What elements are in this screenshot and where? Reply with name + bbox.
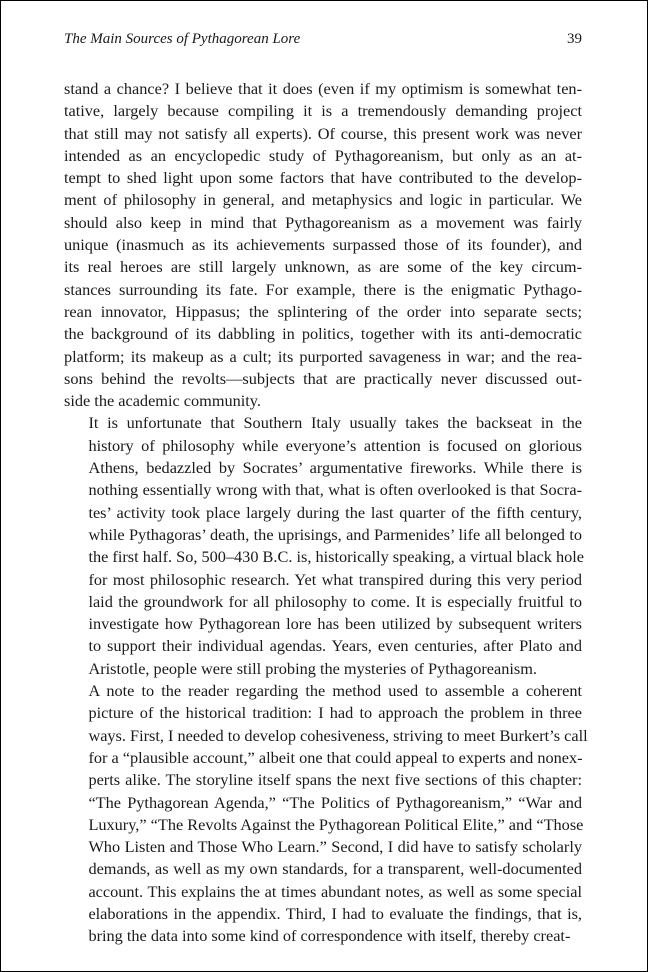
text-line: It is unfortunate that Southern Italy usually takes the backseat in the [88, 413, 582, 433]
text-line: while Pythagoras’ death, the uprisings, and Parmenides’ life all belonged to [88, 524, 582, 544]
text-line: stand a chance? I believe that it does (even if my optimism is somewhat ten- [64, 79, 582, 98]
text-line: Who Listen and Those Who Learn.” Second, I did have to satisfy scholarly [88, 837, 582, 857]
text-line: ment of philosophy in general, and metaphysics and logic in particular. We [64, 190, 582, 210]
text-line: “The Pythagorean Agenda,” “The Politics of Pythagoreanism,” “War and [88, 792, 582, 812]
text-line: should also keep in mind that Pythagoreanism as a movement was fairly [64, 212, 582, 232]
text-line: bring the data into some kind of correspondence with itself, thereby creat- [88, 926, 571, 946]
text-line: the first half. So, 500–430 B.C. is, historically speaking, a virtual black hole [88, 547, 585, 567]
text-line: the background of its dabbling in politics, together with its anti-democratic [64, 324, 582, 344]
text-line: to support their individual agendas. Years, even centuries, after Plato and [88, 636, 582, 656]
text-line: stances surrounding its fate. For example, there is the enigmatic Pythago- [64, 279, 582, 299]
text-line: intended as an encyclopedic study of Pythagoreanism, but only as an at- [64, 145, 582, 165]
text-line: A note to the reader regarding the method used to assemble a coherent [88, 681, 582, 701]
text-line: rean innovator, Hippasus; the splintering of the order into separate sects; [64, 301, 582, 321]
text-line: side the academic community. [64, 391, 261, 411]
text-line: sons behind the revolts—subjects that are practically never discussed out- [64, 368, 582, 388]
paragraph [64, 412, 585, 680]
text-line: Athens, bedazzled by Socrates’ argumentative fireworks. While there is [88, 458, 582, 478]
text-line: tempt to shed light upon some factors that have contributed to the develop- [64, 168, 582, 188]
text-line: unique (inasmuch as its achievements surpassed those of its founder), and [64, 235, 582, 255]
text-line: investigate how Pythagorean lore has been utilized by subsequent writers [88, 614, 582, 634]
text-line: ways. First, I needed to develop cohesiveness, striving to meet Burkert’s call [88, 725, 588, 745]
text-line: laid the groundwork for all philosophy to come. It is especially fruitful to [88, 591, 582, 611]
text-line: tes’ activity took place largely during the last quarter of the fifth century, [88, 502, 582, 522]
running-title: The Main Sources of Pythagorean Lore [64, 31, 301, 47]
paragraph [64, 78, 582, 412]
running-header [64, 31, 582, 51]
text-line: history of philosophy while everyone’s attention is focused on glorious [88, 435, 582, 455]
text-line: Luxury,” “The Revolts Against the Pythagorean Political Elite,” and “Those [88, 814, 584, 834]
text-line: account. This explains the at times abundant notes, as well as some special [88, 881, 582, 901]
text-line: tative, largely because compiling it is a tremendously demanding project [64, 101, 582, 121]
text-line: platform; its makeup as a cult; its purported savageness in war; and the rea- [64, 346, 582, 366]
text-line: Aristotle, people were still probing the mysteries of Pythagoreanism. [88, 658, 537, 678]
text-line: for most philosophic research. Yet what transpired during this very period [88, 569, 582, 589]
text-line: for a “plausible account,” albeit one that could appeal to experts and nonex- [88, 747, 583, 767]
text-line: demands, as well as my own standards, for a transparent, well-documented [88, 859, 582, 879]
text-line: its real heroes are still largely unknown, as are some of the key circum- [64, 257, 582, 277]
paragraph [64, 680, 588, 948]
page-number: 39 [567, 31, 582, 47]
text-line: perts alike. The storyline itself spans the next five sections of this chapter: [88, 770, 582, 790]
text-line: picture of the historical tradition: I had to approach the problem in three [88, 703, 582, 723]
text-line: nothing essentially wrong with that, what is often overlooked is that Socra- [88, 480, 582, 500]
text-line: that still may not satisfy all experts). Of course, this present work was never [64, 123, 582, 143]
body-text [64, 78, 588, 948]
text-line: elaborations in the appendix. Third, I had to evaluate the findings, that is, [88, 903, 582, 923]
